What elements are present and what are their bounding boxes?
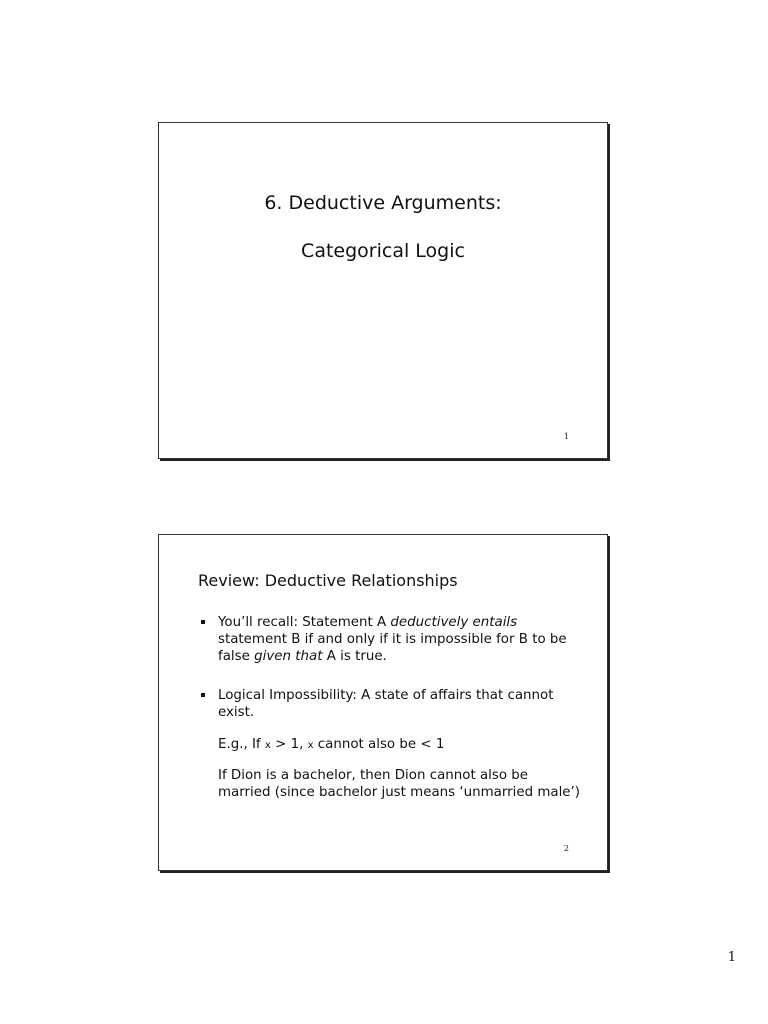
bullet-deductive-entailment	[201, 614, 571, 665]
page-number: 1	[727, 950, 736, 965]
bullet-text: Logical Impossibility: A state of affairs that cannot exist.	[218, 688, 554, 720]
variable-x: x	[307, 740, 314, 751]
bullet-text	[218, 614, 571, 665]
slide-2-number: 2	[563, 844, 569, 853]
bullet-square-icon	[201, 693, 205, 697]
text-run: > 1,	[270, 737, 308, 752]
example-bachelor: If Dion is a bachelor, then Dion cannot also be married (since bachelor just means ‘unmarried male’)	[218, 768, 581, 800]
bullet-logical-impossibility	[201, 687, 571, 721]
slide-2-heading: Review: Deductive Relationships	[198, 571, 458, 590]
slide-1	[158, 122, 608, 459]
text-run: A is true.	[322, 649, 387, 664]
text-run: cannot also be < 1	[313, 737, 445, 752]
variable-x: x	[264, 740, 271, 751]
emphasis-deductively-entails: deductively entails	[390, 615, 518, 630]
text-run: statement B if and only if it is impossible for B to be false	[218, 632, 567, 664]
slide-1-subtitle: Categorical Logic	[301, 240, 465, 262]
slide-1-title: 6. Deductive Arguments:	[264, 192, 502, 214]
text-run: E.g., If	[218, 737, 265, 752]
example-inequality	[218, 736, 583, 754]
emphasis-given-that: given that	[254, 649, 323, 664]
bullet-square-icon	[201, 620, 205, 624]
text-run: You’ll recall: Statement A	[218, 615, 391, 630]
slide-1-number: 1	[563, 432, 569, 441]
slide-2	[158, 534, 608, 871]
